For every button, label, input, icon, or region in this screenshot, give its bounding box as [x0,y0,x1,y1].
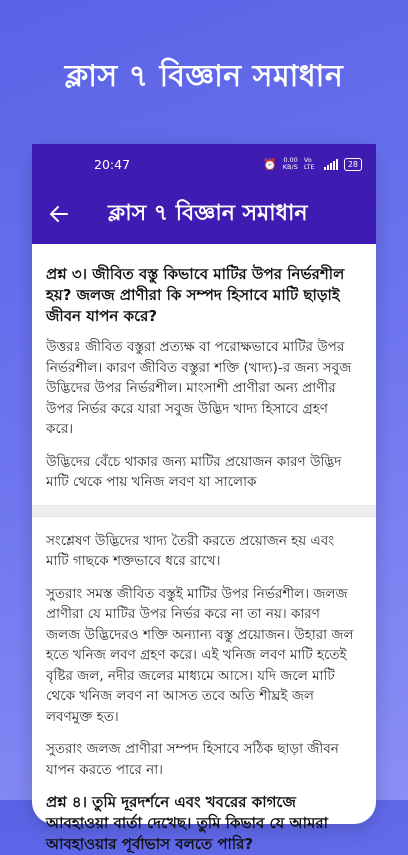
phone-frame [32,144,376,853]
answer-content[interactable] [32,244,376,855]
alarm-icon: ⏰ [263,157,277,171]
net-speed-value: 0.00 [283,156,298,164]
question-4: প্রশ্ন ৪। তুমি দূরদর্শনে এবং খবরের কাগজে আবহাওয়া বার্তা দেখেছ। তুমি কিভাব যে আমরা আবহাওয়ার পূর্বাভাস বলতে পারি? [46,793,328,853]
status-time: 20:47 [94,156,131,172]
answer-3-para-5: সুতরাং জলজ প্রাণীরা সম্পদ হিসাবে সঠিক ছাড়া জীবন যাপন করতে পারে না। [46,741,339,778]
answer-3-para-4: সুতরাং সমস্ত জীবিত বস্তুই মাটির উপর নির্ভরশীল। জলজ প্রাণীরা যে মাটির উপর নির্ভর করে না তা নয়। কারণ জলজ উদ্ভিদেরও শক্তি অন্যান্য বস্তু প্রয়োজন। উহারা জল হতে খনিজ লবণ গ্রহণ করে। এই খনিজ লবণ মাটি হতেই বৃষ্টির জল, নদীর জলের মাধ্যমে আসে। যদি জলে মাটি থেকে খনিজ লবণ না আসত তবে অতি শীঘ্রই জল লবণমুক্ত হত। [46,585,354,725]
net-speed-unit: KB/S [282,163,298,171]
arrow-back-icon[interactable] [50,206,90,222]
section-divider [32,505,376,517]
answer-3-para-1: উত্তরঃ জীবিত বস্তুরা প্রত্যক্ষ বা পরোক্ষভাবে মাটির উপর নির্ভরশীল। কারণ জীবিত বস্তুরা শক্তি (খাদ্য)-র জন্য সবুজ উদ্ভিদের উপর নির্ভরশীল। মাংসাশী প্রাণীরা অন্য প্রাণীর উপর নির্ভর করে যারা সবুজ উদ্ভিদ খাদ্য হিসাবে গ্রহণ করে। [46,339,352,437]
signal-icon [324,159,338,170]
answer-3-para-3: সংশ্লেষণ উদ্ভিদের খাদ্য তৈরী করতে প্রয়োজন হয় এবং মাটি গাছকে শক্তভাবে ধরে রাখে। [46,532,335,569]
battery-icon [344,158,362,171]
promo-title: ক্লাস ৭ বিজ্ঞান সমাধান [64,59,344,94]
app-bar [32,184,376,244]
app-title: ক্লাস ৭ বিজ্ঞান সমাধান [108,200,308,226]
status-icons [263,157,362,171]
network-speed [283,157,298,171]
answer-3-para-2: উদ্ভিদের বেঁচে থাকার জন্য মাটির প্রয়োজন কারণ উদ্ভিদ মাটি থেকে পায় খনিজ লবণ যা সালোক [46,453,342,490]
battery-level: 28 [347,159,358,169]
status-bar [32,144,376,184]
volte-label: Vo LTE [303,156,315,171]
question-3: প্রশ্ন ৩। জীবিত বস্তু কিভাবে মাটির উপর নির্ভরশীল হয়? জলজ প্রাণীরা কি সম্পদ হিসাবে মাটি ছাড়াই জীবন যাপন করে? [46,265,345,325]
